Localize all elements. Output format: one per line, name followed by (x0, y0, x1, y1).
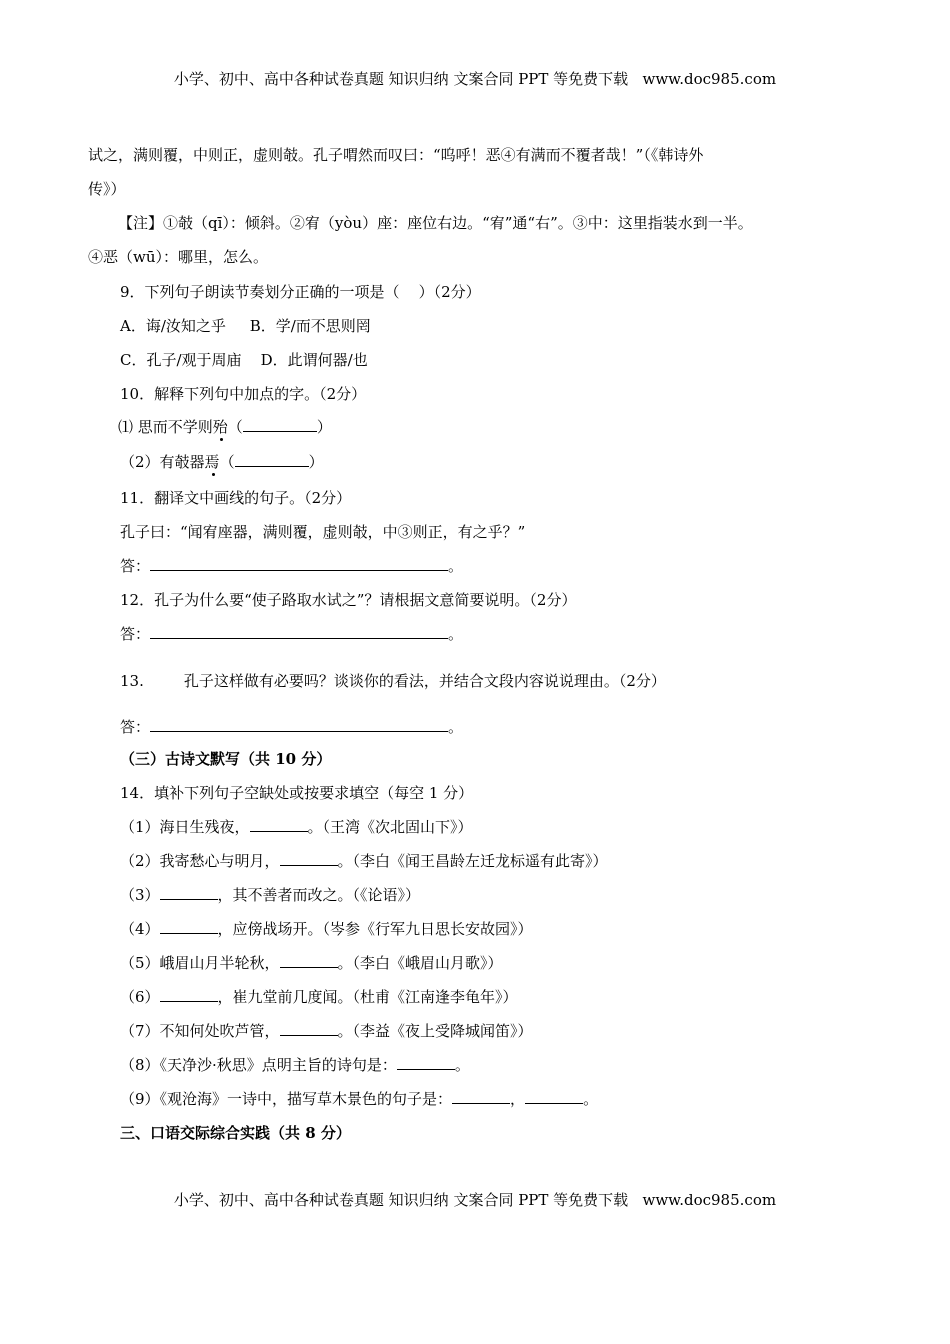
answer-blank[interactable] (243, 417, 317, 432)
item-text: ，崔九堂前几度闻。（杜甫《江南逢李龟年》） (217, 988, 518, 1006)
answer-blank[interactable] (150, 717, 448, 732)
answer-blank[interactable] (160, 885, 218, 900)
paren: ） (308, 453, 324, 471)
item-text: ，其不善者而改之。（《论语》） (217, 886, 421, 904)
dotted-char: 焉 (204, 453, 220, 471)
answer-blank[interactable] (280, 953, 338, 968)
q9-options-cd (120, 350, 368, 370)
answer-blank[interactable] (525, 1089, 583, 1104)
answer-blank[interactable] (150, 556, 448, 571)
question-9: 9．下列句子朗读节奏划分正确的一项是（ ）（2分） (120, 283, 481, 301)
q9-options-ab (120, 316, 371, 336)
q14-item (120, 1021, 533, 1041)
passage-line: 传》） (88, 180, 126, 198)
item-text: （9）《观沧海》一诗中，描写草木景色的句子是： (120, 1090, 453, 1108)
q14-item (120, 851, 608, 871)
item-text: （2）我寄愁心与明月， (120, 852, 280, 870)
period: 。 (448, 557, 464, 575)
part-heading: 三、口语交际综合实践（共 8 分） (120, 1124, 351, 1142)
answer-blank[interactable] (160, 919, 218, 934)
period: 。 (583, 1090, 599, 1108)
q9-option-c: C．孔子/观于周庙 (120, 351, 242, 369)
item-text: 。（李益《夜上受降城闻笛》） (337, 1022, 533, 1040)
answer-blank[interactable] (235, 452, 309, 467)
q11-answer (120, 556, 463, 576)
question-13 (120, 671, 666, 691)
question-11: 11．翻译文中画线的句子。（2分） (120, 489, 352, 507)
q14-item-9 (120, 1089, 598, 1109)
q14-item (120, 817, 473, 837)
q9-option-b: B．学/而不思则罔 (249, 317, 371, 335)
q9-option-d: D．此谓何器/也 (260, 351, 368, 369)
answer-blank[interactable] (160, 987, 218, 1002)
item-text: （4） (120, 920, 160, 938)
answer-blank[interactable] (280, 1021, 338, 1036)
q10-text: ⑴ 思而不学则 (118, 418, 213, 436)
q10-item-1 (118, 417, 332, 437)
comma: ， (510, 1090, 526, 1108)
answer-blank[interactable] (452, 1089, 510, 1104)
answer-label: 答： (120, 557, 151, 575)
answer-blank[interactable] (397, 1055, 455, 1070)
section-heading: （三）古诗文默写（共 10 分） (120, 750, 332, 768)
item-text: （5）峨眉山月半轮秋， (120, 954, 280, 972)
q10-text: （2）有攲器 (120, 453, 205, 471)
answer-blank[interactable] (250, 817, 308, 832)
question-14: 14．填补下列句子空缺处或按要求填空（每空 1 分） (120, 784, 474, 802)
paren: （ (219, 453, 235, 471)
q14-item (120, 987, 518, 1007)
question-10: 10．解释下列句中加点的字。（2分） (120, 385, 367, 403)
q12-answer (120, 624, 463, 644)
item-text: （3） (120, 886, 160, 904)
q9-option-a: A．诲/汝知之乎 (120, 317, 226, 335)
answer-blank[interactable] (280, 851, 338, 866)
note-line: 【注】①攲（qī）：倾斜。②宥（yòu）座：座位右边。“宥”通“右”。③中：这里指装水到一半。 (118, 214, 753, 232)
question-12: 12．孔子为什么要“使子路取水试之”？请根据文意简要说明。（2分） (120, 591, 577, 609)
q14-item (120, 885, 420, 905)
item-text: （7）不知何处吹芦管， (120, 1022, 280, 1040)
q13-answer (120, 717, 463, 737)
q14-item (120, 919, 533, 939)
note-line: ④恶（wū）：哪里，怎么。 (88, 248, 269, 266)
q14-item (120, 953, 503, 973)
period: 。 (448, 718, 464, 736)
item-text: 。 (454, 1056, 470, 1074)
q14-item (120, 1055, 470, 1075)
item-text: 。（王湾《次北固山下》） (307, 818, 473, 836)
paren: （ (227, 418, 243, 436)
answer-blank[interactable] (150, 624, 448, 639)
item-text: （8）《天净沙·秋思》点明主旨的诗句是： (120, 1056, 397, 1074)
dotted-char: 殆 (212, 418, 228, 436)
item-text: 。（李白《闻王昌龄左迁龙标遥有此寄》） (337, 852, 608, 870)
item-text: （6） (120, 988, 160, 1006)
q11-quote: 孔子曰：“闻宥座器，满则覆，虚则攲，中③则正，有之乎？” (120, 523, 526, 541)
item-text: ，应傍战场开。（岑参《行军九日思长安故园》） (217, 920, 533, 938)
passage-line: 试之，满则覆，中则正，虚则攲。孔子喟然而叹曰：“呜呼！恶④有满而不覆者哉！”（《韩诗外 (88, 146, 704, 164)
question-number: 13. (120, 672, 144, 690)
question-text: 孔子这样做有必要吗？谈谈你的看法，并结合文段内容说说理由。（2分） (183, 672, 666, 690)
answer-label: 答： (120, 718, 151, 736)
page-footer: 小学、初中、高中各种试卷真题 知识归纳 文案合同 PPT 等免费下载 www.doc985.com (173, 1191, 777, 1209)
period: 。 (448, 625, 464, 643)
item-text: 。（李白《峨眉山月歌》） (337, 954, 503, 972)
answer-label: 答： (120, 625, 151, 643)
item-text: （1）海日生残夜， (120, 818, 250, 836)
page-header: 小学、初中、高中各种试卷真题 知识归纳 文案合同 PPT 等免费下载 www.doc985.com (173, 70, 777, 88)
paren: ） (316, 418, 332, 436)
q10-item-2 (120, 452, 324, 472)
